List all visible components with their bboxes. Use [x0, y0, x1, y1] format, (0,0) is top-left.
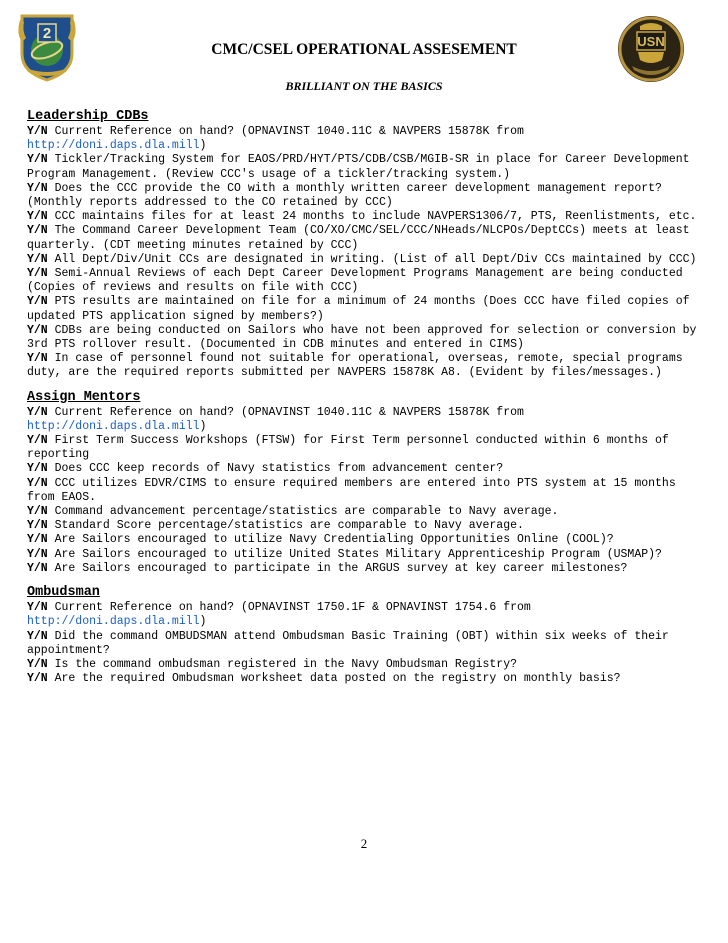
item-text: Tickler/Tracking System for EAOS/PRD/HYT/PTS/CDB/CSB/MGIB-SR in place for Career Development Program Management. (Review CCC's usage of a tickler/tracking system.)	[27, 153, 690, 181]
yn-label: Y/N	[27, 153, 48, 167]
checklist-item	[27, 477, 703, 505]
badge-text: USN	[637, 34, 665, 49]
yn-label: Y/N	[27, 519, 48, 533]
document-title: CMC/CSEL OPERATIONAL ASSESEMENT	[211, 41, 517, 58]
page-number: 2	[360, 836, 368, 851]
checklist-item	[27, 562, 703, 576]
item-text: Does CCC keep records of Navy statistics from advancement center?	[54, 462, 504, 476]
item-text: CDBs are being conducted on Sailors who have not been approved for selection or conversion by 3rd PTS rollover result. (Documented in CDB minutes and entered in CIMS)	[27, 323, 697, 352]
yn-label: Y/N	[27, 561, 48, 575]
yn-label: Y/N	[27, 476, 48, 490]
item-text-end: )	[199, 419, 207, 433]
emblem-number: 2	[42, 25, 52, 42]
item-text: Are Sailors encouraged to utilize Navy Credentialing Opportunities Online (COOL)?	[54, 533, 614, 547]
checklist-item	[27, 224, 703, 252]
checklist-content	[27, 108, 703, 694]
reference-link[interactable]: http://doni.daps.dla.mill	[27, 139, 200, 153]
yn-label: Y/N	[27, 252, 48, 266]
item-text: Semi-Annual Reviews of each Dept Career Development Programs Management are being conducted (Copies of reviews and results on file with CCC)	[27, 267, 683, 295]
yn-label: Y/N	[27, 672, 48, 686]
yn-label: Y/N	[27, 323, 48, 337]
yn-label: Y/N	[27, 462, 48, 476]
checklist-item	[27, 505, 703, 519]
yn-label: Y/N	[27, 533, 48, 547]
item-text-end: )	[199, 139, 207, 153]
yn-label: Y/N	[27, 267, 48, 281]
checklist-item	[27, 519, 703, 533]
section-heading: Ombudsman	[27, 585, 100, 601]
checklist-item	[27, 462, 703, 476]
item-text: Is the command ombudsman registered in the Navy Ombudsman Registry?	[54, 657, 518, 671]
item-text: Does the CCC provide the CO with a monthly written career development management report? (Monthly reports addressed to the CO retained by CCC)	[27, 181, 662, 210]
yn-label: Y/N	[27, 210, 48, 224]
section-leadership-cdbs	[27, 108, 703, 381]
item-text: All Dept/Div/Unit CCs are designated in writing. (List of all Dept/Div CCs maintained by CCC)	[54, 252, 697, 266]
reference-link[interactable]: http://doni.daps.dla.mill	[27, 615, 200, 629]
yn-label: Y/N	[27, 352, 48, 366]
checklist-item	[27, 672, 703, 686]
item-text: Command advancement percentage/statistics are comparable to Navy average.	[54, 505, 559, 519]
item-text: Are the required Ombudsman worksheet data posted on the registry on monthly basis?	[54, 672, 621, 686]
item-text: CCC maintains files for at least 24 months to include NAVPERS1306/7, PTS, Reenlistments, etc.	[54, 210, 697, 224]
item-text: First Term Success Workshops (FTSW) for First Term personnel conducted within 6 months of reporting	[27, 434, 669, 462]
yn-label: Y/N	[27, 405, 48, 419]
checklist-item	[27, 548, 703, 562]
checklist-item	[27, 125, 703, 153]
yn-label: Y/N	[27, 505, 48, 519]
item-text: Are Sailors encouraged to utilize United States Military Apprenticeship Program (USMAP)?	[54, 547, 662, 561]
checklist-item	[27, 153, 703, 181]
yn-label: Y/N	[27, 547, 48, 561]
checklist-item	[27, 352, 703, 380]
yn-label: Y/N	[27, 601, 48, 615]
item-text-end: )	[199, 615, 207, 629]
checklist-item	[27, 295, 703, 323]
checklist-item	[27, 601, 703, 629]
yn-label: Y/N	[27, 295, 48, 309]
checklist-item	[27, 267, 703, 295]
checklist-item	[27, 253, 703, 267]
section-ombudsman	[27, 584, 703, 686]
section-heading: Leadership CDBs	[27, 109, 149, 124]
item-text: Are Sailors encouraged to participate in the ARGUS survey at key career milestones?	[54, 561, 628, 575]
checklist-item	[27, 182, 703, 210]
checklist-item	[27, 324, 703, 352]
yn-label: Y/N	[27, 629, 48, 643]
item-text: Current Reference on hand? (OPNAVINST 1040.11C & NAVPERS 15878K from	[54, 405, 524, 419]
document-subtitle: BRILLIANT ON THE BASICS	[285, 79, 443, 93]
item-text: PTS results are maintained on file for a minimum of 24 months (Does CCC have filed copies of updated PTS application signed by members?)	[27, 295, 690, 323]
reference-link[interactable]: http://doni.daps.dla.mill	[27, 419, 200, 433]
item-text: Standard Score percentage/statistics are comparable to Navy average.	[54, 519, 524, 533]
yn-label: Y/N	[27, 125, 48, 138]
yn-label: Y/N	[27, 657, 48, 671]
item-text: Did the command OMBUDSMAN attend Ombudsman Basic Training (OBT) within six weeks of their appointment?	[27, 629, 669, 657]
item-text: In case of personnel found not suitable for operational, overseas, remote, special programs duty, are the required reports submitted per NAVPERS 15878K A8. (Evident by files/messages.)	[27, 352, 683, 380]
item-text: The Command Career Development Team (CO/XO/CMC/SEL/CCC/NHeads/NLCPOs/DeptCCs) meets at least quarterly. (CDT meeting minutes retained by CCC)	[27, 224, 690, 252]
section-assign-mentors	[27, 389, 703, 576]
item-text: Current Reference on hand? (OPNAVINST 1750.1F & OPNAVINST 1754.6 from	[54, 601, 531, 615]
checklist-item	[27, 434, 703, 462]
checklist-item	[27, 406, 703, 434]
checklist-item	[27, 533, 703, 547]
item-text: CCC utilizes EDVR/CIMS to ensure required members are entered into PTS system at 15 months from EAOS.	[27, 476, 676, 504]
section-heading: Assign Mentors	[27, 389, 141, 405]
yn-label: Y/N	[27, 224, 48, 238]
item-text: Current Reference on hand? (OPNAVINST 1040.11C & NAVPERS 15878K from	[54, 125, 524, 138]
checklist-item	[27, 658, 703, 672]
checklist-item	[27, 630, 703, 658]
yn-label: Y/N	[27, 434, 48, 448]
yn-label: Y/N	[27, 181, 48, 195]
checklist-item	[27, 210, 703, 224]
